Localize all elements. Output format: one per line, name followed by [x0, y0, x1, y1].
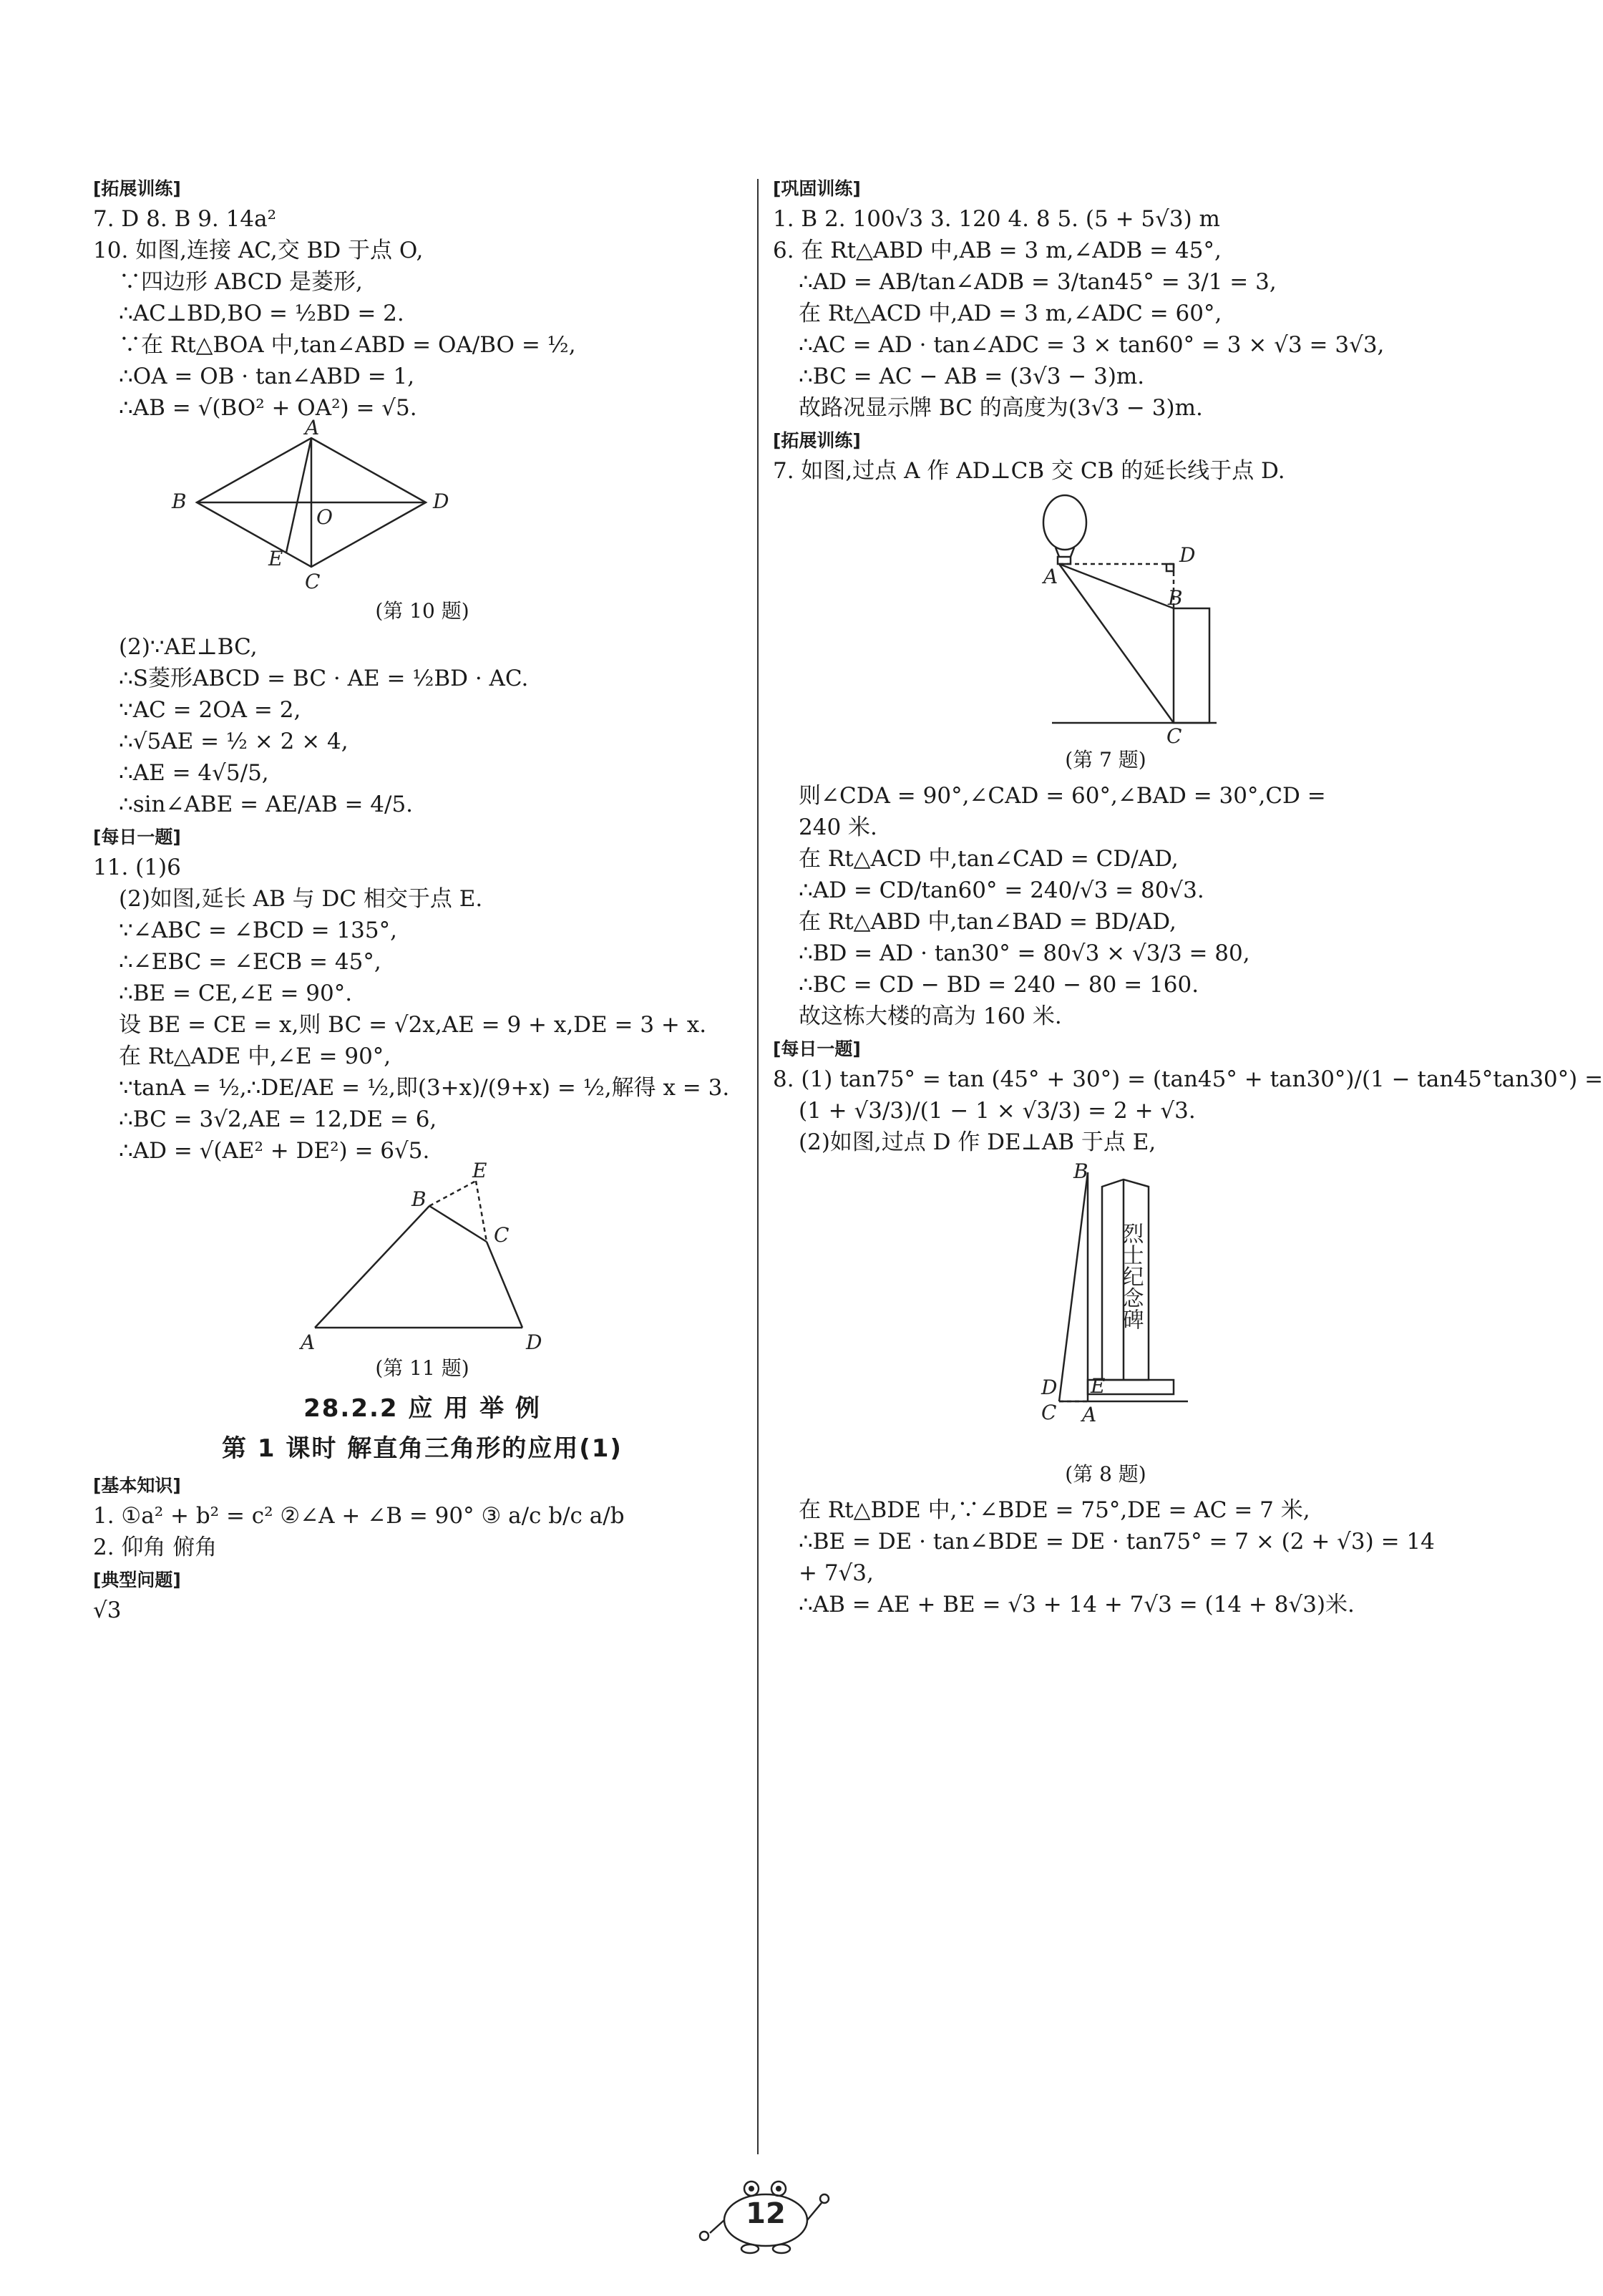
section-tag-basic: [基本知识]: [93, 1475, 181, 1496]
label-d: D: [433, 490, 449, 513]
answer-line: ∴AC = AD · tan∠ADC = 3 × tan60° = 3 × √3 = 3√3,: [799, 332, 1385, 358]
answer-line: ∴√5AE = ½ × 2 × 4,: [119, 729, 349, 754]
answer-line: 在 Rt△ACD 中,tan∠CAD = CD/AD,: [799, 846, 1179, 872]
section-tag-typical: [典型问题]: [93, 1570, 181, 1590]
label-d: D: [1179, 543, 1196, 567]
section-tag-extension: [拓展训练]: [773, 430, 861, 451]
quadrilateral-diagram: [93, 1159, 751, 1354]
section-heading: 28.2.2 应 用 举 例: [303, 1394, 541, 1423]
monument-inscription: 烈士纪念碑: [1118, 1222, 1144, 1330]
answer-line: ∴BC = 3√2,AE = 12,DE = 6,: [119, 1106, 437, 1132]
label-e: E: [268, 547, 283, 570]
left-column: [93, 172, 751, 1626]
answer-line: 在 Rt△ACD 中,AD = 3 m,∠ADC = 60°,: [799, 301, 1222, 326]
section-tag-daily: [每日一题]: [93, 827, 181, 847]
label-e: E: [472, 1159, 487, 1182]
line-ac: [1059, 564, 1174, 723]
answer-line: 2. 仰角 俯角: [93, 1534, 218, 1560]
figure-caption: (第 8 题): [1065, 1462, 1146, 1486]
figure-8: [773, 1159, 1438, 1487]
line-ab: [1059, 564, 1174, 608]
answer-line: ∴AE = 4√5/5,: [119, 760, 269, 786]
figure-7: [773, 494, 1438, 773]
rhombus-diagram: [93, 416, 751, 595]
extension-ce: [476, 1181, 487, 1242]
label-b: B: [1168, 586, 1183, 610]
answer-line: (1 + √3/3)/(1 − 1 × √3/3) = 2 + √3.: [799, 1098, 1196, 1124]
answer-line: ∴sin∠ABE = AE/AB = 4/5.: [119, 792, 414, 817]
answer-line: ∵AC = 2OA = 2,: [119, 697, 301, 723]
section-tag-daily: [每日一题]: [773, 1038, 861, 1059]
answer-line: (2)∵AE⊥BC,: [119, 634, 258, 660]
answer-line: 则∠CDA = 90°,∠CAD = 60°,∠BAD = 30°,CD =: [799, 783, 1326, 809]
label-c: C: [1166, 724, 1182, 748]
answer-line: + 7√3,: [799, 1560, 874, 1586]
balloon-building-diagram: [773, 494, 1438, 748]
monument-diagram: [773, 1159, 1438, 1459]
right-column: [773, 172, 1603, 1620]
figure-caption: (第 7 题): [1065, 748, 1146, 772]
label-b: B: [172, 490, 187, 513]
answer-line: 8. (1) tan75° = tan (45° + 30°) = (tan45° + tan30°)/(1 − tan45°tan30°) =: [773, 1066, 1603, 1092]
answer-line: ∵∠ABC = ∠BCD = 135°,: [119, 918, 397, 943]
answer-line: 在 Rt△BDE 中,∵∠BDE = 75°,DE = AC = 7 米,: [799, 1497, 1310, 1523]
answer-line: ∴AB = AE + BE = √3 + 14 + 7√3 = (14 + 8√3)米.: [799, 1592, 1355, 1618]
page-number: 12: [746, 2197, 786, 2230]
figure-11: [93, 1159, 751, 1381]
label-b: B: [1073, 1159, 1088, 1183]
building-shape: [1174, 608, 1209, 723]
right-angle-marker: [1166, 564, 1174, 571]
label-c: C: [494, 1223, 510, 1247]
answer-line: 1. ①a² + b² = c² ②∠A + ∠B = 90° ③ a/c b/c a/b: [93, 1503, 625, 1529]
balloon-shape: [1043, 495, 1086, 550]
label-a: A: [301, 1331, 316, 1354]
answer-line: 设 BE = CE = x,则 BC = √2x,AE = 9 + x,DE = 3 + x.: [119, 1012, 707, 1038]
page-number-badge: [694, 2176, 837, 2254]
answer-line: ∴AD = √(AE² + DE²) = 6√5.: [119, 1138, 430, 1164]
extension-be: [429, 1181, 476, 1206]
answer-line: (2)如图,过点 D 作 DE⊥AB 于点 E,: [799, 1129, 1156, 1155]
answer-line: ∴OA = OB · tan∠ABD = 1,: [119, 364, 415, 389]
label-a: A: [1043, 565, 1058, 588]
answer-line: ∵四边形 ABCD 是菱形,: [119, 269, 363, 295]
answer-line: ∴BD = AD · tan30° = 80√3 × √3/3 = 80,: [799, 940, 1250, 966]
label-e: E: [1091, 1374, 1106, 1398]
answer-line: (2)如图,延长 AB 与 DC 相交于点 E.: [119, 886, 483, 912]
label-a: A: [305, 416, 320, 439]
label-o: O: [316, 505, 333, 529]
label-c: C: [305, 570, 321, 593]
side-cd: [487, 1242, 522, 1328]
label-c: C: [1041, 1401, 1057, 1424]
answer-line: ∴AD = AB/tan∠ADB = 3/tan45° = 3/1 = 3,: [799, 269, 1277, 295]
line-bd: [1059, 1172, 1088, 1401]
answer-line: 6. 在 Rt△ABD 中,AB = 3 m,∠ADB = 45°,: [773, 238, 1222, 263]
lesson-heading: 第 1 课时 解直角三角形的应用(1): [222, 1434, 623, 1463]
answer-line: 1. B 2. 100√3 3. 120 4. 8 5. (5 + 5√3) m: [773, 206, 1220, 232]
section-tag-consolidation: [巩固训练]: [773, 178, 861, 199]
answer-line: 7. D 8. B 9. 14a²: [93, 206, 276, 232]
section-tag-extension: [拓展训练]: [93, 178, 181, 199]
answer-line: √3: [93, 1597, 122, 1623]
answer-line: 7. 如图,过点 A 作 AD⊥CB 交 CB 的延长线于点 D.: [773, 458, 1285, 484]
figure-caption: (第 10 题): [375, 599, 469, 623]
answer-line: ∵tanA = ½,∴DE/AE = ½,即(3+x)/(9+x) = ½,解得 x = 3.: [119, 1075, 730, 1101]
answer-line: 10. 如图,连接 AC,交 BD 于点 O,: [93, 238, 424, 263]
answer-line: ∴AC⊥BD,BO = ½BD = 2.: [119, 301, 404, 326]
answer-line: 11. (1)6: [93, 855, 181, 880]
figure-10: [93, 416, 751, 624]
answer-line: 故这栋大楼的高为 160 米.: [799, 1003, 1062, 1029]
answer-line: ∴AB = √(BO² + OA²) = √5.: [119, 395, 417, 421]
label-a: A: [1082, 1403, 1097, 1426]
label-d: D: [526, 1331, 542, 1354]
answer-line: ∴S菱形ABCD = BC · AE = ½BD · AC.: [119, 666, 529, 691]
side-bc: [429, 1206, 487, 1242]
answer-line: ∴BE = DE · tan∠BDE = DE · tan75° = 7 × (2 + √3) = 14: [799, 1529, 1435, 1555]
answer-line: 在 Rt△ABD 中,tan∠BAD = BD/AD,: [799, 909, 1176, 935]
label-d: D: [1041, 1376, 1058, 1399]
answer-line: 在 Rt△ADE 中,∠E = 90°,: [119, 1044, 391, 1069]
answer-line: ∴BC = AC − AB = (3√3 − 3)m.: [799, 364, 1145, 389]
answer-line: 故路况显示牌 BC 的高度为(3√3 − 3)m.: [799, 395, 1203, 421]
answer-line: ∵在 Rt△BOA 中,tan∠ABD = OA/BO = ½,: [119, 332, 576, 358]
segment-ae: [286, 438, 311, 553]
balloon-basket: [1058, 557, 1071, 564]
answer-line: ∴BC = CD − BD = 240 − 80 = 160.: [799, 972, 1199, 998]
label-b: B: [411, 1187, 427, 1211]
answer-line: 240 米.: [799, 814, 877, 840]
column-divider: [757, 179, 759, 2154]
side-ab: [315, 1206, 429, 1328]
answer-line: ∴BE = CE,∠E = 90°.: [119, 981, 353, 1006]
answer-line: ∴∠EBC = ∠ECB = 45°,: [119, 949, 381, 975]
answer-line: ∴AD = CD/tan60° = 240/√3 = 80√3.: [799, 877, 1204, 903]
figure-caption: (第 11 题): [375, 1356, 469, 1380]
